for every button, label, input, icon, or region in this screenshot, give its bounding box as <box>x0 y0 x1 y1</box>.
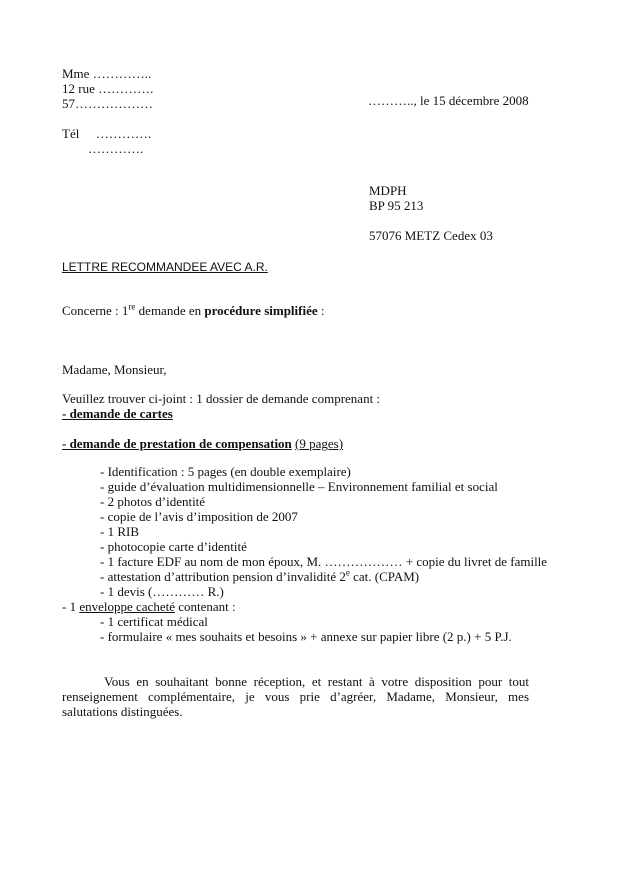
envelope-line <box>62 599 236 614</box>
closing-paragraph <box>62 674 529 719</box>
subject-line <box>62 303 325 318</box>
document-list <box>100 464 547 599</box>
envelope-prefix: - 1 <box>62 599 80 614</box>
envelope-list <box>100 614 512 644</box>
sender-block <box>62 66 153 111</box>
tel-dots: …………. <box>95 126 152 141</box>
sender-city: 57……………… <box>62 96 153 111</box>
item-prestation <box>62 436 343 451</box>
sender-name: Mme ………….. <box>62 66 152 81</box>
closing-text: Vous en souhaitant bonne réception, et restant à votre disposition pour tout renseignement complémentaire, je vous prie d’agréer, Madame, Monsieur, mes salutations distinguées. <box>62 674 529 719</box>
list-item: - guide d’évaluation multidimensionnelle – Environnement familial et social <box>100 479 498 494</box>
tel-dots-2: …………. <box>88 141 144 156</box>
prestation-bold: - demande de prestation de compensation <box>62 436 292 451</box>
recipient-line1: MDPH <box>369 183 407 198</box>
recipient-block <box>369 183 423 213</box>
attestation-post: cat. (CPAM) <box>349 569 420 584</box>
list-item: - 1 facture EDF au nom de mon époux, M. ……………… + copie du livret de famille <box>100 554 548 569</box>
recipient-line2: BP 95 213 <box>369 198 424 213</box>
list-item: - copie de l’avis d’imposition de 2007 <box>100 509 298 524</box>
envelope-underlined: enveloppe cacheté <box>79 599 175 614</box>
subject-bold: procédure simplifiée <box>204 303 318 318</box>
intro-line: Veuillez trouver ci-joint : 1 dossier de demande comprenant : <box>62 391 381 406</box>
subject-prefix: Concerne : 1 <box>62 303 129 318</box>
letter-type: LETTRE RECOMMANDEE AVEC A.R. <box>62 260 268 274</box>
subject-suffix: : <box>317 303 325 318</box>
tel-label: Tél <box>62 126 80 141</box>
envelope-suffix: contenant : <box>174 599 236 614</box>
prestation-pages: (9 pages) <box>295 436 344 451</box>
sender-street: 12 rue …………. <box>62 81 154 96</box>
attestation-pre: - attestation d’attribution pension d’invalidité 2 <box>100 569 346 584</box>
list-item: - 2 photos d’identité <box>100 494 206 509</box>
subject-middle: demande en <box>135 303 205 318</box>
list-item: - formulaire « mes souhaits et besoins » + annexe sur papier libre (2 p.) + 5 P.J. <box>100 629 512 644</box>
date-line: ……….., le 15 décembre 2008 <box>368 93 529 108</box>
subject-sup: re <box>128 301 136 312</box>
list-item: - Identification : 5 pages (en double exemplaire) <box>100 464 351 479</box>
list-item: - 1 RIB <box>100 524 139 539</box>
attestation-sup: e <box>345 567 350 578</box>
list-item: - photocopie carte d’identité <box>100 539 247 554</box>
salutation: Madame, Monsieur, <box>62 362 167 377</box>
list-item: - 1 devis (………… R.) <box>100 584 224 599</box>
item-cartes: - demande de cartes <box>62 406 173 421</box>
sender-tel <box>62 126 151 141</box>
list-item <box>100 569 547 584</box>
recipient-line3: 57076 METZ Cedex 03 <box>369 228 493 243</box>
list-item: - 1 certificat médical <box>100 614 208 629</box>
